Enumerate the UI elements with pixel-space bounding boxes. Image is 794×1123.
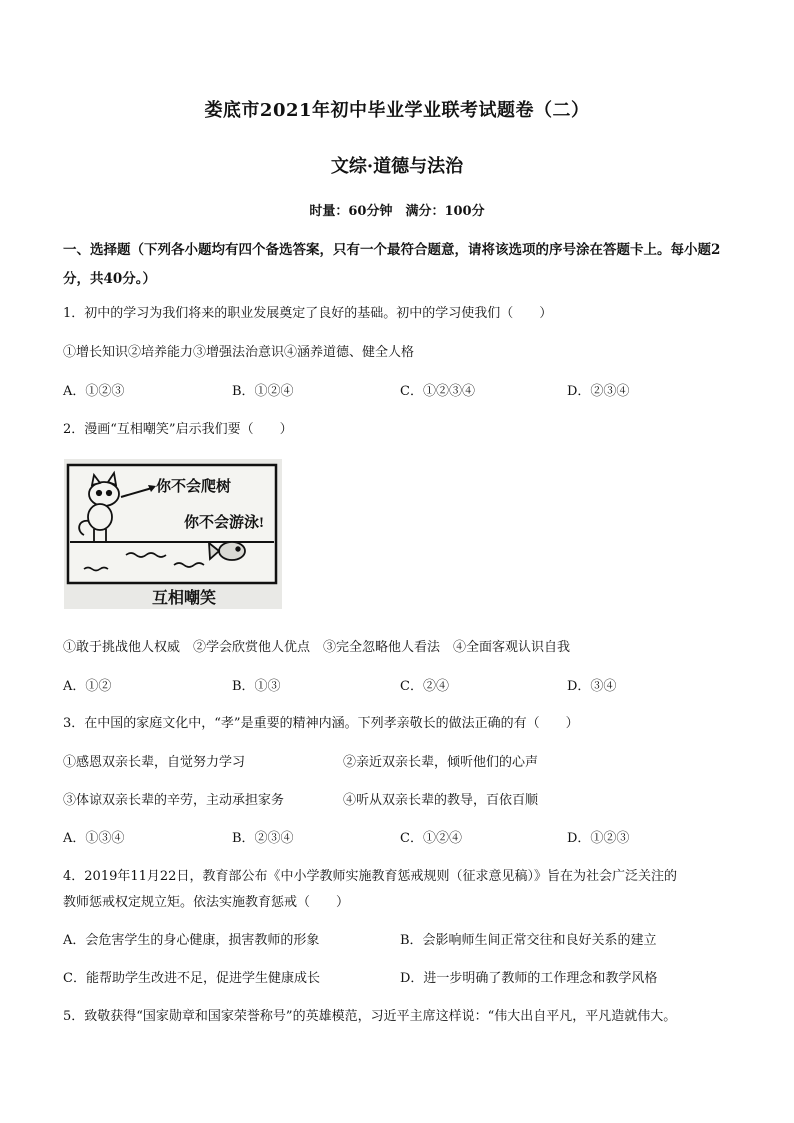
question-1-option-c: C．①②③④ [400,384,475,399]
question-4-stem-line-1: 4．2019年11月22日，教育部公布《中小学教师实施教育惩戒规则（征求意见稿）》旨在为社会广泛关注的 [63,869,677,884]
question-1-option-a: A．①②③ [63,384,125,399]
cartoon-caption: 互相嘲笑 [152,590,217,607]
question-1-stem: 1．初中的学习为我们将来的职业发展奠定了良好的基础。初中的学习使我们（ ） [63,306,553,321]
fish-speech: 你不会游泳! [184,515,264,531]
question-2-option-d: D．③④ [567,679,617,694]
question-4-option-b: B．会影响师生间正常交往和良好关系的建立 [400,933,657,948]
cat-speech: 你不会爬树 [156,479,232,495]
question-3-item-2: ②亲近双亲长辈，倾听他们的心声 [343,755,539,770]
question-4-option-a: A．会危害学生的身心健康，损害教师的形象 [63,933,320,948]
question-5-stem: 5．致敬获得“国家勋章和国家荣誉称号”的英雄模范，习近平主席这样说：“伟大出自平凡，平凡造就伟大。 [63,1009,677,1024]
question-1-option-d: D．②③④ [567,384,630,399]
question-2-stem: 2．漫画“互相嘲笑”启示我们要（ ） [63,422,293,437]
question-3-option-b: B．②③④ [232,831,294,846]
question-2-option-c: C．②④ [400,679,449,694]
exam-meta: 时量：60分钟 满分：100分 [309,204,485,219]
question-3-item-3: ③体谅双亲长辈的辛劳，主动承担家务 [63,793,285,808]
question-3-option-d: D．①②③ [567,831,630,846]
exam-title: 娄底市2021年初中毕业学业联考试题卷（二） [204,100,590,121]
question-4-option-c: C．能帮助学生改进不足，促进学生健康成长 [63,971,320,986]
question-2-option-b: B．①③ [232,679,281,694]
question-4-option-d: D．进一步明确了教师的工作理念和教学风格 [400,971,658,986]
question-4-stem-line-2: 教师惩戒权定规立矩。依法实施教育惩戒（ ） [63,895,350,910]
question-1-option-b: B．①②④ [232,384,294,399]
section-heading: 一、选择题（下列各小题均有四个备选答案，只有一个最符合题意，请将该选项的序号涂在答题卡上。每小题2分，共40分。） [63,242,721,287]
cartoon-drawing [64,459,282,609]
cartoon-image [64,459,282,609]
question-3-item-4: ④听从双亲长辈的教导，百依百顺 [343,793,539,808]
subject-title: 文综·道德与法治 [330,156,464,177]
question-2-items: ①敢于挑战他人权威 ②学会欣赏他人优点 ③完全忽略他人看法 ④全面客观认识自我 [63,640,571,655]
question-2-option-a: A．①② [63,679,112,694]
question-3-item-1: ①感恩双亲长辈，自觉努力学习 [63,755,246,770]
question-3-stem: 3．在中国的家庭文化中，“孝”是重要的精神内涵。下列孝亲敬长的做法正确的有（ ） [63,716,579,731]
question-3-option-c: C．①②④ [400,831,462,846]
question-1-items: ①增长知识②培养能力③增强法治意识④涵养道德、健全人格 [63,345,415,360]
question-3-option-a: A．①③④ [63,831,125,846]
